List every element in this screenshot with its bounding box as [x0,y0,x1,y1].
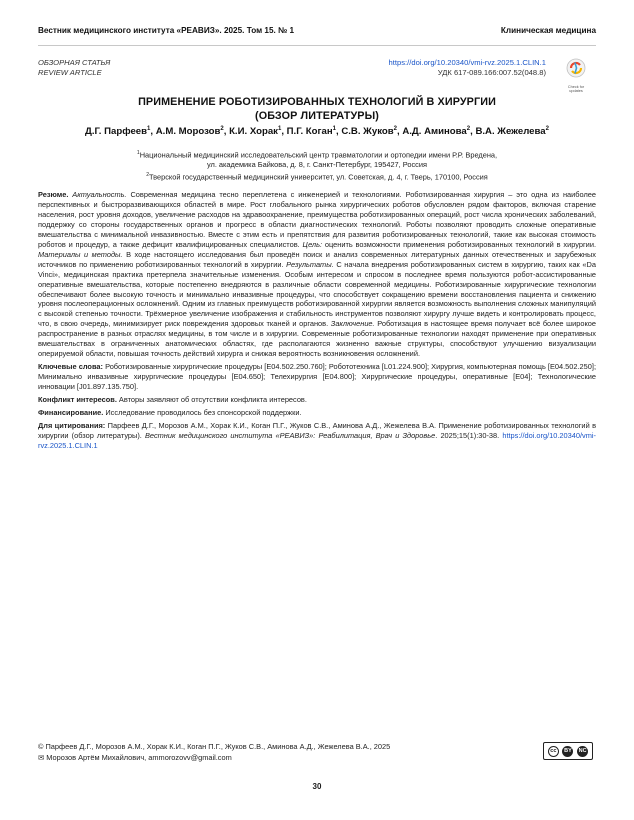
author: В.А. Жежелева$^2$ [475,126,549,138]
author: Д.Г. Парфеев$^1$, [85,126,156,138]
section-name: Клиническая медицина [500,26,596,35]
funding-text: Исследование проводилось без спонсорской поддержки. [103,408,302,418]
running-head [38,26,596,46]
keywords [38,362,596,392]
keywords-text: Роботизированные хирургические процедуры [E04.502.250.760]; Робототехника [L01.224.900]; Хирургия, компьютерная помощь [E04.502.250]; Минимально инвазивные хирургические процедуры [E04.650]; Телехирургия [E04.800]; Хирургические процедуры, оперативные [E04]; Технологические инновации [J01.897.135.750]. [38,362,596,392]
correspondence[interactable]: ✉ Морозов Артём Михайлович, ammorozovv@gmail.com [38,753,232,762]
goal-label: Цель: [302,239,323,249]
conflict-label: Конфликт интересов. [38,395,117,405]
affiliations [38,148,596,183]
methods-label: Материалы и методы. [38,249,123,259]
footer [38,741,390,763]
affiliation-1-address: ул. академика Байкова, д. 8, г. Санкт-Петербург, 195427, Россия [206,160,428,170]
article-identifiers [389,58,546,78]
author: А.М. Морозов$^2$, [155,126,230,138]
udc-code: УДК 617-089.166:007.52(048.8) [437,68,546,77]
author-list [38,126,596,137]
cc-license-badge[interactable] [543,742,593,760]
badge-text-2: updates [569,89,583,94]
article-type-ru: ОБЗОРНАЯ СТАТЬЯ [38,58,111,67]
citation-tail: . 2025;15(1):30-38. [435,430,503,440]
abstract [38,190,596,359]
by-icon: BY [562,746,573,757]
citation [38,421,596,451]
results-text: С начала внедрения роботизированных систем в хирургию, таких как «Da Vinci», медицинская практика претерпела значительные изменения. Особым интересом и спросом в последнее время пользуются робот-ассистированные оперативные вмешательства, которые постепенно внедряются в различные области современной медицины. Роботизированные хирургические технологии обеспечивают более высокую точность и минимально инвазивные процедуры, что способствует сокращению времени восстановления пациента и снижению уровня послеоперационных осложнений. Одним из главных преимуществ роботизированной хирургии является возможность выполнения сложных манипуляций с высокой степенью точности. Трёхмерное увеличение изображения и стабильность инструментов позволяют хирургу лучше видеть и контролировать процесс, что, в свою очередь, минимизирует риск повреждения здоровых тканей и органов. [38,259,596,329]
abstract-block [38,190,596,454]
abstract-label: Резюме. [38,190,69,199]
relevance-label: Актуальность. [72,190,127,199]
conclusion-label: Заключение. [330,319,375,329]
author: С.В. Жуков$^2$, [341,126,403,138]
page-number: 30 [312,782,322,791]
citation-text: Парфеев Д.Г., Морозов А.М., Хорак К.И., Коган П.Г., Жуков С.В., Аминова А.Д., Жежелева В.А. Применение роботизированных технологий в хирургии (обзор литературы). [38,420,596,440]
title-line-1: ПРИМЕНЕНИЕ РОБОТИЗИРОВАННЫХ ТЕХНОЛОГИЙ В ХИРУРГИИ [138,96,496,108]
author: К.И. Хорак$^1$, [229,126,287,138]
citation-journal: Вестник медицинского института «РЕАВИЗ»: Реабилитация, Врач и Здоровье [145,430,436,440]
copyright: © Парфеев Д.Г., Морозов А.М., Хорак К.И., Коган П.Г., Жуков С.В., Аминова А.Д., Жежелева В.А., 2025 [38,742,391,751]
check-updates-icon [563,57,589,79]
article-type-en: REVIEW ARTICLE [38,68,102,77]
conflict-of-interest [38,395,596,405]
conclusion-text: Роботизация в настоящее время получает всё более широкое распространение в разных отраслях медицины, в том числе и в хирургии. Современные роботизированные технологии находят применение при оперативных вмешательствах в ограниченных анатомических областях, где располагаются жизненно важные структуры, способствуют улучшению визуализации оперируемой области, повышая точность действий хирурга и снижая вероятность возникновения осложнений. [38,319,596,359]
author: А.Д. Аминова$^2$, [402,126,476,138]
keywords-label: Ключевые слова: [38,362,103,372]
goal-text: оценить возможности применения роботизированных технологий в хирургии. [322,239,596,249]
relevance-text: Современная медицина тесно переплетена с инженерией и технологиями. Роботизированная хирургия – это одна из наиболее перспективных и быстроразвивающихся областей в мире. Рост глобального рынка хирургических роботов обусловлен рядом факторов, включая старение населения, рост уровня доходов, увеличение расходов на здравоохранение, преимущества роботизированных операций, рост числа хронических заболеваний, поддержку со стороны государственных органов и прогресс в области диагностических технологий. Роботы позволяют проводить сложные оперативные вмешательства с минимальной инвазивностью. Вместе с этим есть и препятствия для развития роботизированных технологий, такие как высокая стоимость роботов и процедур, а также дефицит квалифицированных специалистов. [38,190,596,249]
citation-label: Для цитирования: [38,420,106,430]
conflict-text: Авторы заявляют об отсутствии конфликта интересов. [116,395,307,405]
title-line-2: (ОБЗОР ЛИТЕРАТУРЫ) [255,110,379,122]
nc-icon: NC [577,746,588,757]
funding-label: Финансирование. [38,408,104,418]
author: П.Г. Коган$^1$, [286,126,342,138]
results-label: Результаты. [286,259,334,269]
methods-text: В ходе настоящего исследования был проведён поиск и анализ современных литературных данных отечественных и зарубежных источников по применению роботизированных технологий в хирургии. [38,249,596,269]
cc-icon: cc [548,746,559,757]
check-for-updates-badge[interactable] [563,57,589,94]
affiliation-2: $^2$Тверской государственный медицинский университет, ул. Советская, д. 4, г. Тверь, 170100, Россия [146,172,488,182]
citation-doi-link[interactable]: https://doi.org/10.20340/vmi-rvz.2025.1.CLIN.1 [38,430,596,450]
article-title [38,95,596,123]
article-type [38,58,110,78]
badge-text-1: Check for [567,85,585,89]
affiliation-1: $^1$Национальный медицинский исследовательский центр травматологии и ортопедии имени Р.Р. Вредена, [136,150,498,160]
journal-name: Вестник медицинского института «РЕАВИЗ». 2025. Том 15. № 1 [38,26,295,35]
funding [38,408,596,418]
doi-link[interactable]: https://doi.org/10.20340/vmi-rvz.2025.1.CLIN.1 [388,58,546,67]
